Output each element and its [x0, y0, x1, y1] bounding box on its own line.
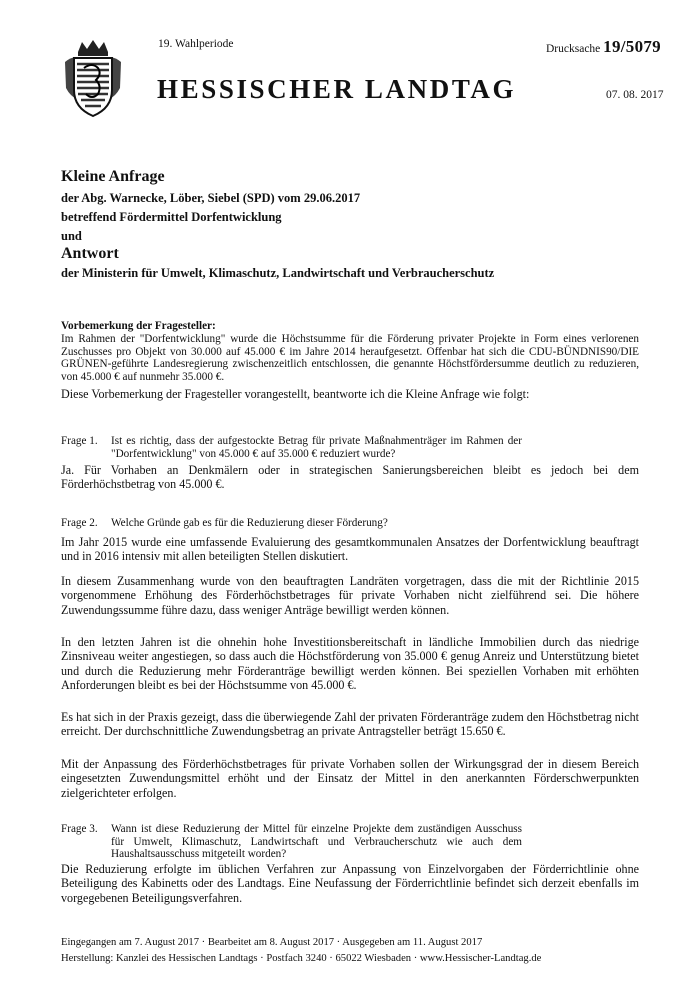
vorbemerkung-text: Im Rahmen der "Dorfentwicklung" wurde die Höchstsumme für die Förderung privater Projekte in Form eines verlorenen Zuschusses pro Objekt von 30.000 auf 45.000 € im Jahre 2014 heraufgesetzt. Offenbar hat sich die CDU-BÜNDNIS90/DIE GRÜNEN-geführte Landesregierung zwischenzeitlich entschlossen, die genannte Höchstfördersumme deutlich zu reduzieren, von 45.000 € auf nunmehr 35.000 €.	[61, 333, 639, 383]
answer-2-paragraph-4: Es hat sich in der Praxis gezeigt, dass die überwiegende Zahl der privaten Förderanträge zudem den Höchstbetrag nicht erreicht. Der durchschnittliche Zuwendungsbetrag an private Antragsteller beträgt 15.650 €.	[61, 710, 639, 739]
antwort-heading: Antwort	[61, 245, 119, 262]
landtag-title: HESSISCHER LANDTAG	[157, 74, 517, 104]
question-3-label: Frage 3.	[61, 823, 98, 835]
answer-2-paragraph-2: In diesem Zusammenhang wurde von den beauftragten Landräten vorgetragen, dass die mit der Richtlinie 2015 vorgenommene Erhöhung des Förderhöchstbetrages für private Vorhaben nicht zielführend sei. Die höhere Zuwendungssumme führe dazu, dass weniger Anträge bewilligt werden können.	[61, 574, 639, 617]
intro-paragraph: Diese Vorbemerkung der Fragesteller vorangestellt, beantworte ich die Kleine Anfrage wie folgt:	[61, 387, 530, 401]
document-date: 07. 08. 2017	[606, 89, 664, 101]
answer-3-paragraph: Die Reduzierung erfolgte im üblichen Verfahren zur Anpassung von Einzelvorgaben der Förderrichtlinie ohne Beteiligung des Kabinetts oder des Landtags. Eine Neufassung der Förderrichtlinie befindet sich derzeit ebenfalls im vorgegebenen Beteiligungsverfahren.	[61, 862, 639, 905]
answer-2-paragraph-1: Im Jahr 2015 wurde eine umfassende Evaluierung des gesamtkommunalen Ansatzes der Dorfentwicklung beauftragt und in 2016 intensiv mit allen beteiligten Stellen diskutiert.	[61, 535, 639, 564]
answer-2-paragraph-3: In den letzten Jahren ist die ohnehin hohe Investitionsbereitschaft in ländliche Immobilien durch das niedrige Zinsniveau weiter angestiegen, so dass auch die Höchstförderung von 35.000 € genug Anreiz und Unterstützung bietet und durch die Reduzierung mehr Förderanträge bewilligt werden können. Bei speziellen Vorhaben mit erhöhten Anforderungen bleibt es bei der Höchstsumme von 45.000 €.	[61, 635, 639, 693]
drucksache-label: Drucksache	[546, 43, 601, 55]
und-line: und	[61, 229, 82, 243]
question-1-text: Ist es richtig, dass der aufgestockte Betrag für private Maßnahmenträger im Rahmen der "Dorfentwicklung" von 45.000 € auf 35.000 € reduziert wurde?	[111, 435, 522, 460]
kleine-anfrage-heading: Kleine Anfrage	[61, 168, 165, 185]
drucksache-number: 19/5079	[603, 37, 661, 56]
question-1-label: Frage 1.	[61, 435, 98, 447]
betreff-line: betreffend Fördermittel Dorfentwicklung	[61, 210, 282, 224]
ministry-line: der Ministerin für Umwelt, Klimaschutz, Landwirtschaft und Verbraucherschutz	[61, 266, 495, 280]
hessen-coat-of-arms-icon	[62, 38, 124, 118]
authors-line: der Abg. Warnecke, Löber, Siebel (SPD) vom 29.06.2017	[61, 191, 361, 205]
question-3-text: Wann ist diese Reduzierung der Mittel für einzelne Projekte dem zuständigen Ausschuss für Umwelt, Klimaschutz, Landwirtschaft und Verbraucherschutz wie auch dem Haushaltsausschuss mitgeteilt worden?	[111, 823, 522, 861]
vorbemerkung-heading: Vorbemerkung der Fragesteller:	[61, 320, 216, 332]
question-2-text: Welche Gründe gab es für die Reduzierung dieser Förderung?	[111, 517, 388, 529]
answer-2-paragraph-5: Mit der Anpassung des Förderhöchstbetrages für private Vorhaben sollen der Wirkungsgrad der in diesem Bereich eingesetzten Zuwendungsmittel erhöht und der Einsatz der Mittel in den anerkannten Förderschwerpunkten zielgerichteter erfolgen.	[61, 757, 639, 800]
wahlperiode: 19. Wahlperiode	[158, 38, 234, 50]
footer-imprint: Herstellung: Kanzlei des Hessischen Landtags · Postfach 3240 · 65022 Wiesbaden · www.Hessischer-Landtag.de	[61, 953, 542, 964]
footer-dates: Eingegangen am 7. August 2017 · Bearbeitet am 8. August 2017 · Ausgegeben am 11. August 2017	[61, 937, 483, 948]
drucksache	[546, 37, 661, 57]
question-2-label: Frage 2.	[61, 517, 98, 529]
answer-1-paragraph: Ja. Für Vorhaben an Denkmälern oder in strategischen Sanierungsbereichen bleibt es jedoch bei dem Förderhöchstbetrag von 45.000 €.	[61, 463, 639, 492]
